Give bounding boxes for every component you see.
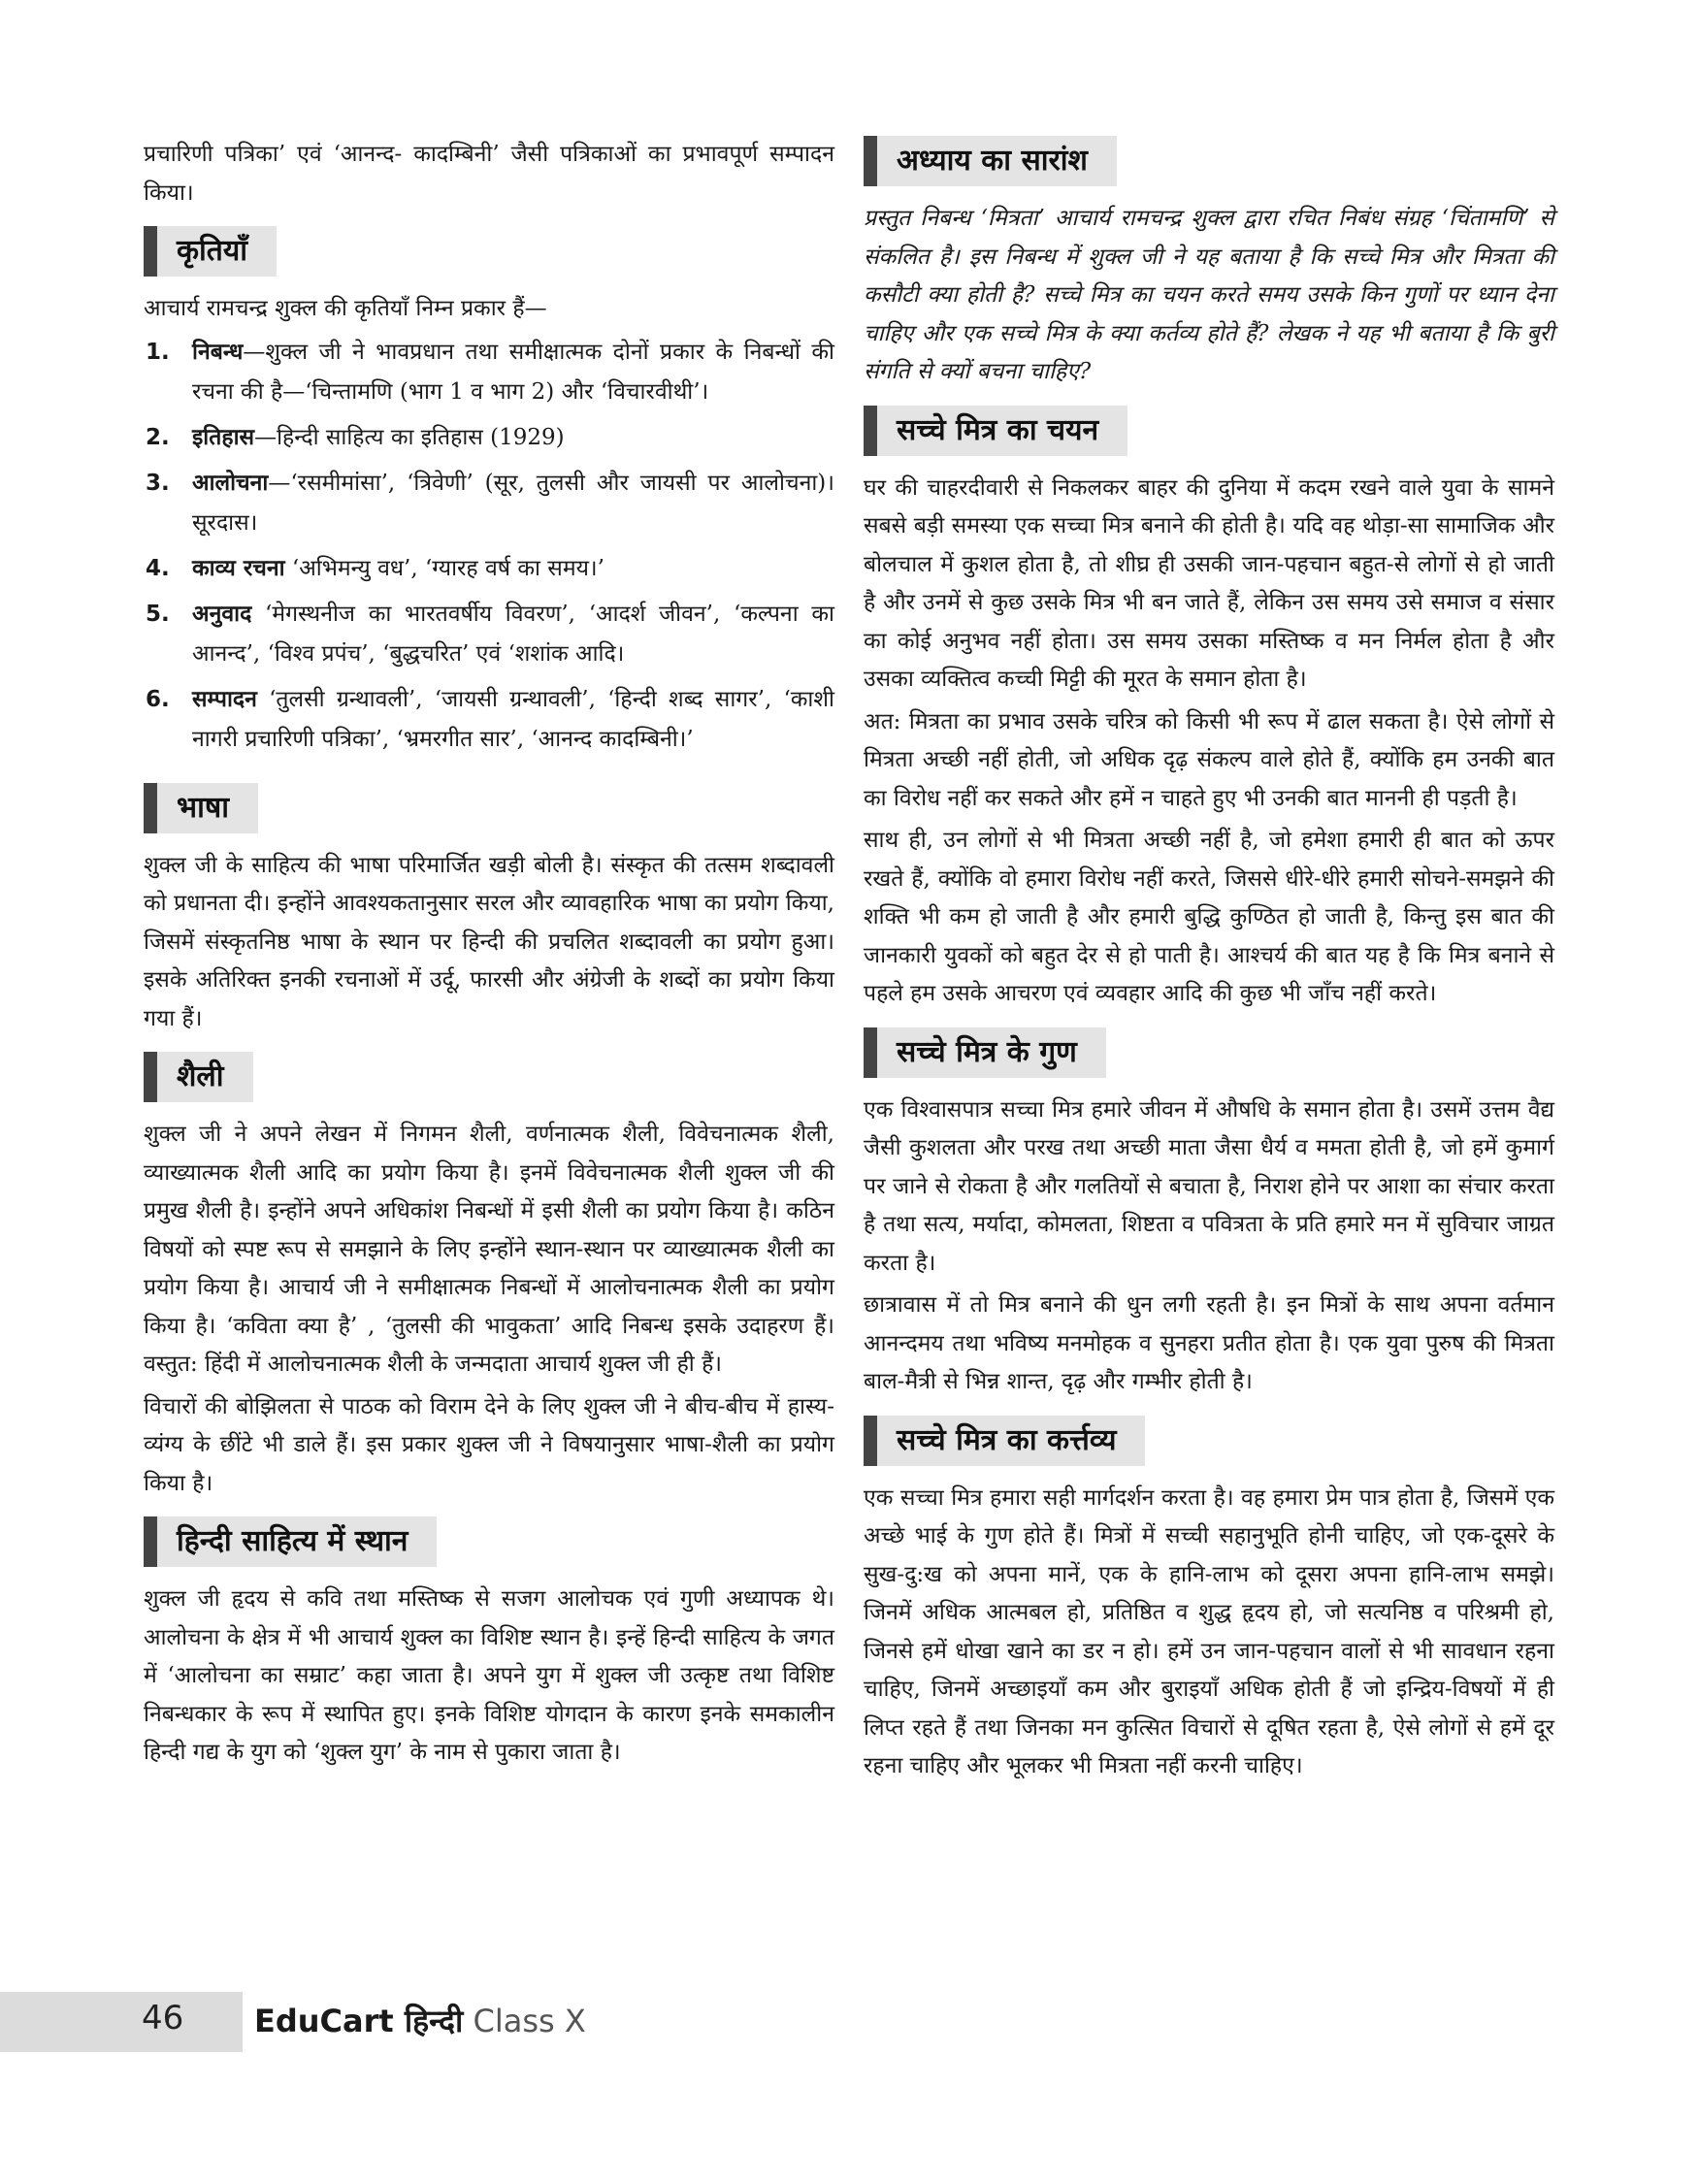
shaili-paragraph-1: शुक्ल जी ने अपने लेखन में निगमन शैली, वर्णनात्मक शैली, विवेचनात्मक शैली, व्याख्यात्मक शैली आदि का प्रयोग किया है। इनमें विवेचनात्मक शैली शुक्ल जी की प्रमुख शैली है। इन्होंने अपने अधिकांश निबन्धों में इसी शैली का प्रयोग किया है। कठिन विषयों को स्पष्ट रूप से समझाने के लिए इन्होंने स्थान-स्थान पर व्याख्यात्मक शैली का प्रयोग किया है। आचार्य जी ने समीक्षात्मक निबन्धों में आलोचनात्मक शैली का प्रयोग किया है। ‘कविता क्या है’ , ‘तुलसी की भावुकता’ आदि निबन्ध इसके उदाहरण हैं। वस्तुत: हिंदी में आलोचनात्मक शैली के जन्मदाता आचार्य शुक्ल जी ही हैं। xyxy=(144,1122,834,1377)
section-heading-saransh: अध्याय का सारांश xyxy=(864,136,1117,186)
chayan-paragraph-1: घर की चाहरदीवारी से निकलकर बाहर की दुनिया में कदम रखने वाले युवा के सामने सबसे बड़ी समस्या एक सच्चा मित्र बनाने की होती है। यदि वह थोड़ा-सा सामाजिक और बोलचाल में कुशल होता है, तो शीघ्र ही उसकी जान-पहचान बहुत-से लोगों से हो जाती है और उनमें से कुछ उसके मित्र भी बन जाते हैं, लेकिन उस समय उसे समाज व संसार का कोई अनुभव नहीं होता। उस समय उसका मस्तिष्क व मन निर्मल होता है और उसका व्यक्तित्व कच्ची मिट्टी की मूरत के समान होता है। xyxy=(864,474,1554,692)
section-heading-sthan: हिन्दी साहित्य में स्थान xyxy=(144,1516,437,1567)
footer-bar xyxy=(0,1992,243,2052)
works-list xyxy=(144,333,834,760)
chayan-paragraph-3: साथ ही, उन लोगों से भी मित्रता अच्छी नहीं है, जो हमेशा हमारी ही बात को ऊपर रखते हैं, क्योंकि वो हमारा विरोध नहीं करते, जिससे धीरे-धीरे हमारी सोचने-समझने की शक्ति भी कम हो जाती है और हमारी बुद्धि कुण्ठित हो जाती है, किन्तु इस बात की जानकारी युवकों को बहुत देर से हो पाती है। आश्चर्य की बात यह है कि मित्र बनाने से पहले हम उसके आचरण एवं व्यवहार आदि की कुछ भी जाँच नहीं करते। xyxy=(864,828,1554,1006)
list-item xyxy=(144,549,834,589)
section-heading-gun: सच्चे मित्र के गुण xyxy=(864,1027,1106,1078)
item-number: 3. xyxy=(146,470,170,496)
sthan-paragraph: शुक्ल जी हृदय से कवि तथा मस्तिष्क से सजग आलोचक एवं गुणी अध्यापक थे। आलोचना के क्षेत्र में भी आचार्य शुक्ल का विशिष्ट स्थान है। इन्हें हिन्दी साहित्य के जगत में ‘आलोचना का सम्राट’ कहा जाता है। अपने युग में शुक्ल जी उत्कृष्ट तथा विशिष्ट निबन्धकार के रूप में स्थापित हुए। इनके विशिष्ट योगदान के कारण इनके समकालीन हिन्दी गद्य के युग को ‘शुक्ल युग’ के नाम से पुकारा जाता है। xyxy=(144,1586,834,1765)
section-heading-kartavya: सच्चे मित्र का कर्त्तव्य xyxy=(864,1416,1145,1466)
list-item xyxy=(144,680,834,760)
brand-logo-text: EduCart हिन्दी xyxy=(254,2003,464,2039)
section-heading-shaili: शैली xyxy=(144,1052,253,1102)
item-term: सम्पादन xyxy=(192,686,257,712)
item-number: 5. xyxy=(146,601,170,627)
bhasha-paragraph: शुक्ल जी के साहित्य की भाषा परिमार्जित खड़ी बोली है। संस्कृत की तत्सम शब्दावली को प्रधानता दी। इन्होंने आवश्यकतानुसार सरल और व्यावहारिक भाषा का प्रयोग किया, जिसमें संस्कृतनिष्ठ भाषा के स्थान पर हिन्दी की प्रचलित शब्दावली का प्रयोग हुआ। इसके अतिरिक्त इनकी रचनाओं में उर्दू, फारसी और अंग्रेजी के शब्दों का प्रयोग किया गया हैं। xyxy=(144,852,834,1031)
item-number: 1. xyxy=(146,339,170,365)
list-item xyxy=(144,464,834,543)
item-term: अनुवाद xyxy=(192,601,252,627)
chayan-paragraph-2: अत: मित्रता का प्रभाव उसके चरित्र को किसी भी रूप में ढाल सकता है। ऐसे लोगों से मित्रता अच्छी नहीं होती, जो अधिक दृढ़ संकल्प वाले होते हैं, क्योंकि हम उनकी बात का विरोध नहीं कर सकते और हमें न चाहते हुए भी उनकी बात माननी ही पड़ती है। xyxy=(864,708,1554,811)
brand-class-text: Class X xyxy=(473,2003,586,2039)
right-column xyxy=(864,136,1554,1790)
item-term: निबन्ध xyxy=(192,339,244,365)
gun-paragraph-2: छात्रावास में तो मित्र बनाने की धुन लगी रहती है। इन मित्रों के साथ अपना वर्तमान आनन्दमय तथा भविष्य मनमोहक व सुनहरा प्रतीत होता है। एक युवा पुरुष की मित्रता बाल-मैत्री से भिन्न शान्त, दृढ़ और गम्भीर होती है। xyxy=(864,1292,1554,1394)
gun-paragraph-1: एक विश्वासपात्र सच्चा मित्र हमारे जीवन में औषधि के समान होता है। उसमें उत्तम वैद्य जैसी कुशलता और परख तथा अच्छी माता जैसा धैर्य व ममता होती है, जो हमें कुमार्ग पर जाने से रोकता है और गलतियों से बचाता है, निराश होने पर आशा का संचार करता है तथा सत्य, मर्यादा, कोमलता, शिष्टता व पवित्रता के प्रति हमारे मन में सुविचार जाग्रत करता है। xyxy=(864,1096,1554,1276)
item-term: आलोचना xyxy=(192,470,269,496)
footer-brand xyxy=(254,2000,586,2041)
item-text: —हिन्दी साहित्य का इतिहास (1929) xyxy=(254,424,565,450)
item-number: 6. xyxy=(146,686,170,712)
saransh-paragraph: प्रस्तुत निबन्ध ‘मित्रता’ आचार्य रामचन्द्र शुक्ल द्वारा रचित निबंध संग्रह ‘चिंतामणि’ से संकलित है। इस निबन्ध में शुक्ल जी ने यह बताया है कि सच्चे मित्र और मित्रता की कसौटी क्या होती है? सच्चे मित्र का चयन करते समय उसके किन गुणों पर ध्यान देना चाहिए और एक सच्चे मित्र के क्या कर्तव्य होते हैं? लेखक ने यह भी बताया है कि बुरी संगति से क्यों बचना चाहिए? xyxy=(864,206,1554,384)
section-heading-chayan: सच्चे मित्र का चयन xyxy=(864,406,1127,456)
page-number: 46 xyxy=(142,1999,184,2037)
item-number: 4. xyxy=(146,555,170,581)
item-number: 2. xyxy=(146,424,170,450)
list-item xyxy=(144,418,834,458)
list-item xyxy=(144,595,834,674)
item-text: ‘मेगस्थनीज का भारतवर्षीय विवरण’, ‘आदर्श जीवन’, ‘कल्पना का आनन्द’, ‘विश्व प्रपंच’, ‘बुद्धचरित’ एवं ‘शशांक आदि। xyxy=(192,601,834,667)
kartavya-paragraph: एक सच्चा मित्र हमारा सही मार्गदर्शन करता है। वह हमारा प्रेम पात्र होता है, जिसमें एक अच्छे भाई के गुण होते हैं। मित्रों में सच्ची सहानुभूति होनी चाहिए, जो एक-दूसरे के सुख-दु:ख को अपना मानें, एक के हानि-लाभ को दूसरा अपना हानि-लाभ समझे। जिनमें अधिक आत्मबल हो, प्रतिष्ठित व शुद्ध हृदय हो, जो सत्यनिष्ठ व परिश्रमी हो, जिनसे हमें धोखा खाने का डर न हो। हमें उन जान-पहचान वालों से भी सावधान रहना चाहिए, जिनमें अच्छाइयाँ कम और बुराइयाँ अधिक होती हैं जो इन्द्रिय-विषयों में ही लिप्त रहते हैं तथा जिनका मन कुत्सित विचारों से दूषित रहता है, ऐसे लोगों से हमें दूर रहना चाहिए और भूलकर भी मित्रता नहीं करनी चाहिए। xyxy=(864,1484,1554,1778)
item-text: ‘तुलसी ग्रन्थावली’, ‘जायसी ग्रन्थावली’, ‘हिन्दी शब्द सागर’, ‘काशी नागरी प्रचारिणी पत्रिका’, ‘भ्रमरगीत सार’, ‘आनन्द कादम्बिनी।’ xyxy=(192,686,834,752)
item-term: इतिहास xyxy=(192,424,255,450)
intro-paragraph: प्रचारिणी पत्रिका’ एवं ‘आनन्द- कादम्बिनी’ जैसी पत्रिकाओं का प्रभावपूर्ण सम्पादन किया। xyxy=(144,142,834,206)
shaili-paragraph-2: विचारों की बोझिलता से पाठक को विराम देने के लिए शुक्ल जी ने बीच-बीच में हास्य-व्यंग्य के छींटे भी डाले हैं। इस प्रकार शुक्ल जी ने विषयानुसार भाषा-शैली का प्रयोग किया है। xyxy=(144,1393,834,1496)
section-heading-kritiyan: कृतियाँ xyxy=(144,226,277,277)
kritiyan-intro: आचार्य रामचन्द्र शुक्ल की कृतियाँ निम्न प्रकार हैं— xyxy=(144,296,547,321)
section-heading-bhasha: भाषा xyxy=(144,783,258,833)
item-text: ‘अभिमन्यु वध’, ‘ग्यारह वर्ष का समय।’ xyxy=(284,555,604,581)
item-term: काव्य रचना xyxy=(192,555,285,581)
list-item xyxy=(144,333,834,412)
item-text: —शुक्ल जी ने भावप्रधान तथा समीक्षात्मक दोनों प्रकार के निबन्धों की रचना की है—‘चिन्तामणि (भाग 1 व भाग 2) और ‘विचारवीथी’। xyxy=(192,339,834,405)
item-text: —‘रसमीमांसा’, ‘त्रिवेणी’ (सूर, तुलसी और जायसी पर आलोचना)। सूरदास। xyxy=(192,470,834,536)
left-column xyxy=(144,136,834,1777)
